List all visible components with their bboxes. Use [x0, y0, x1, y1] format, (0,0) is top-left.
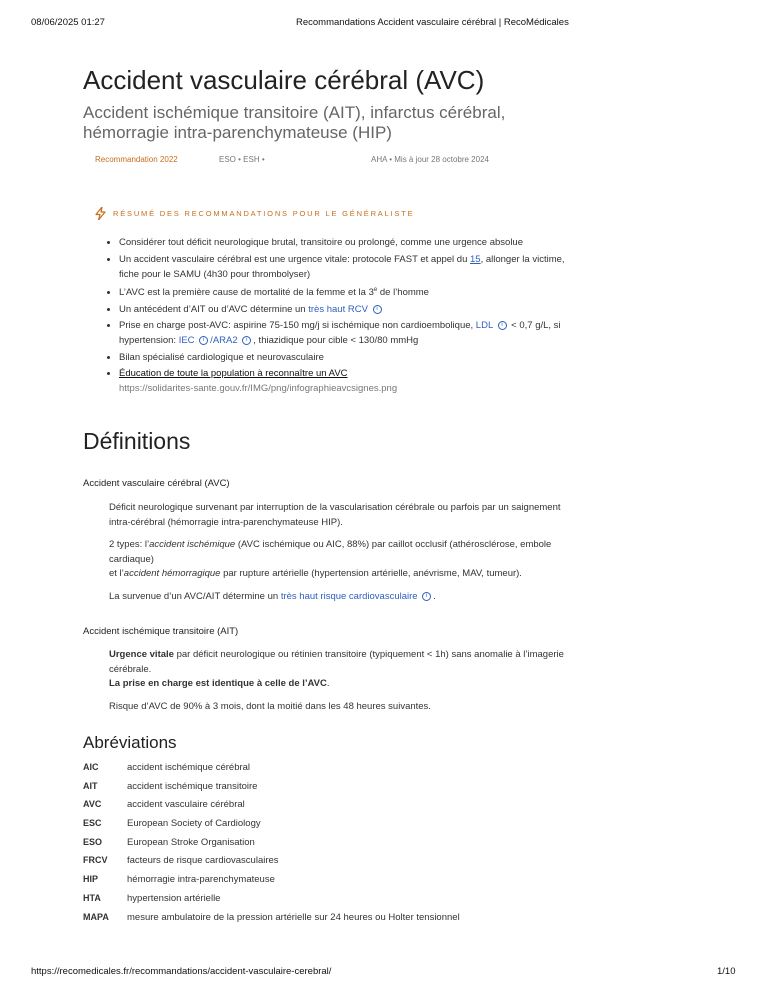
info-icon[interactable]: i — [422, 592, 431, 601]
infographic-url: https://solidarites-sante.gouv.fr/IMG/png/infographieavcsignes.png — [119, 383, 398, 395]
lightning-icon — [95, 207, 106, 220]
abbreviations-heading: Abréviations — [83, 733, 177, 752]
info-icon[interactable]: i — [498, 321, 507, 330]
list-item: • Un accident vasculaire cérébral est une urgence vitale: protocole FAST et appel du 15, allonger la victime, fiche pour le SAMU (4h30 pour thrombolyser) — [119, 252, 579, 282]
info-icon[interactable]: i — [373, 305, 382, 314]
print-page-title: Recommandations Accident vasculaire cérébral | RecoMédicales — [296, 17, 569, 28]
list-item: ESC European Society of Cardiology — [83, 818, 261, 830]
resume-heading — [95, 207, 414, 220]
list-item: HTA hypertension artérielle — [83, 892, 221, 904]
samu-15-link[interactable]: 15 — [470, 253, 481, 265]
info-icon[interactable]: i — [199, 336, 208, 345]
ldl-link[interactable]: LDL — [475, 320, 493, 332]
list-item: MAPA mesure ambulatoire de la pression artérielle sur 24 heures ou Holter tensionnel — [83, 911, 460, 923]
list-item — [119, 366, 579, 396]
iec-link[interactable]: IEC — [178, 335, 195, 347]
list-item: ESO European Stroke Organisation — [83, 836, 255, 848]
print-page-number: 1/10 — [717, 966, 736, 977]
list-item: • Un antécédent d’AIT ou d’AVC détermine un très haut RCV i — [119, 302, 579, 317]
list-item: • Prise en charge post-AVC: aspirine 75-150 mg/j si ischémique non cardioembolique, LDL i < 0,7 g/L, si hypertension: IEC i /ARA2 i , thiazidique pour cible < 130/80 mmHg — [119, 318, 579, 348]
resume-list — [103, 235, 579, 398]
list-item: • Considérer tout déficit neurologique brutal, transitoire ou prolongé, comme une urgence absolue — [119, 235, 579, 250]
ait-risk-text: Risque d’AVC de 90% à 3 mois, dont la moitié dans les 48 heures suivantes. — [109, 701, 431, 712]
list-item: AVC accident vasculaire cérébral — [83, 799, 245, 811]
print-datetime: 08/06/2025 01:27 — [31, 17, 105, 28]
list-item: • Bilan spécialisé cardiologique et neurovasculaire — [119, 350, 579, 365]
resume-heading-text: RÉSUMÉ DES RECOMMANDATIONS POUR LE GÉNÉRALISTE — [113, 209, 415, 218]
page-subtitle: Accident ischémique transitoire (AIT), infarctus cérébral, hémorragie intra-parenchymateuse (HIP) — [83, 103, 506, 142]
ait-definition-heading: Accident ischémique transitoire (AIT) — [83, 626, 239, 637]
tres-haut-rcv-link[interactable]: très haut RCV — [308, 303, 368, 315]
list-item: AIT accident ischémique transitoire — [83, 780, 258, 792]
avc-definition-heading: Accident vasculaire cérébral (AVC) — [83, 478, 230, 489]
recommendation-year: Recommandation 2022 — [95, 155, 178, 164]
list-item: FRCV facteurs de risque cardiovasculaires — [83, 855, 279, 867]
avc-types-text: 2 types: l’accident ischémique (AVC ischémique ou AIC, 88%) par caillot occlusif (athérosclérose, embole cardiaque) et l’accident hémorragique par rupture artérielle (hypertension artérielle, anévrisme, MAV, tumeur). — [109, 539, 552, 579]
print-url: https://recomedicales.fr/recommandations/accident-vasculaire-cerebral/ — [31, 966, 332, 977]
page-title: Accident vasculaire cérébral (AVC) — [83, 65, 485, 95]
sources-right: AHA • Mis à jour 28 octobre 2024 — [371, 155, 489, 164]
list-item: AIC accident ischémique cérébral — [83, 762, 251, 773]
list-item: • L’AVC est la première cause de mortalité de la femme et la 3e de l’homme — [119, 283, 579, 300]
abbreviations-list — [83, 762, 460, 930]
avc-definition-text: Déficit neurologique survenant par interruption de la vascularisation cérébrale ou parfois par un saignement intra-cérébral (hémorragie intra-parenchymateuse HIP). — [109, 502, 561, 528]
ait-definition-text: Urgence vitale par déficit neurologique ou rétinien transitoire (typiquement < 1h) sans anomalie à l’imagerie cérébrale. La prise en charge est identique à celle de l’AVC. — [109, 649, 564, 689]
list-item: HIP hémorragie intra-parenchymateuse — [83, 874, 275, 886]
sources-left: ESO • ESH • — [219, 155, 265, 164]
education-avc-link[interactable]: Éducation de toute la population à reconnaître un AVC — [119, 368, 348, 380]
definitions-heading: Définitions — [83, 428, 191, 454]
risque-cv-link[interactable]: très haut risque cardiovasculaire — [280, 591, 418, 602]
ara2-link[interactable]: ARA2 — [212, 335, 238, 347]
info-icon[interactable]: i — [242, 336, 251, 345]
avc-risk-text: La survenue d’un AVC/AIT détermine un très haut risque cardiovasculaire i . — [109, 591, 436, 602]
